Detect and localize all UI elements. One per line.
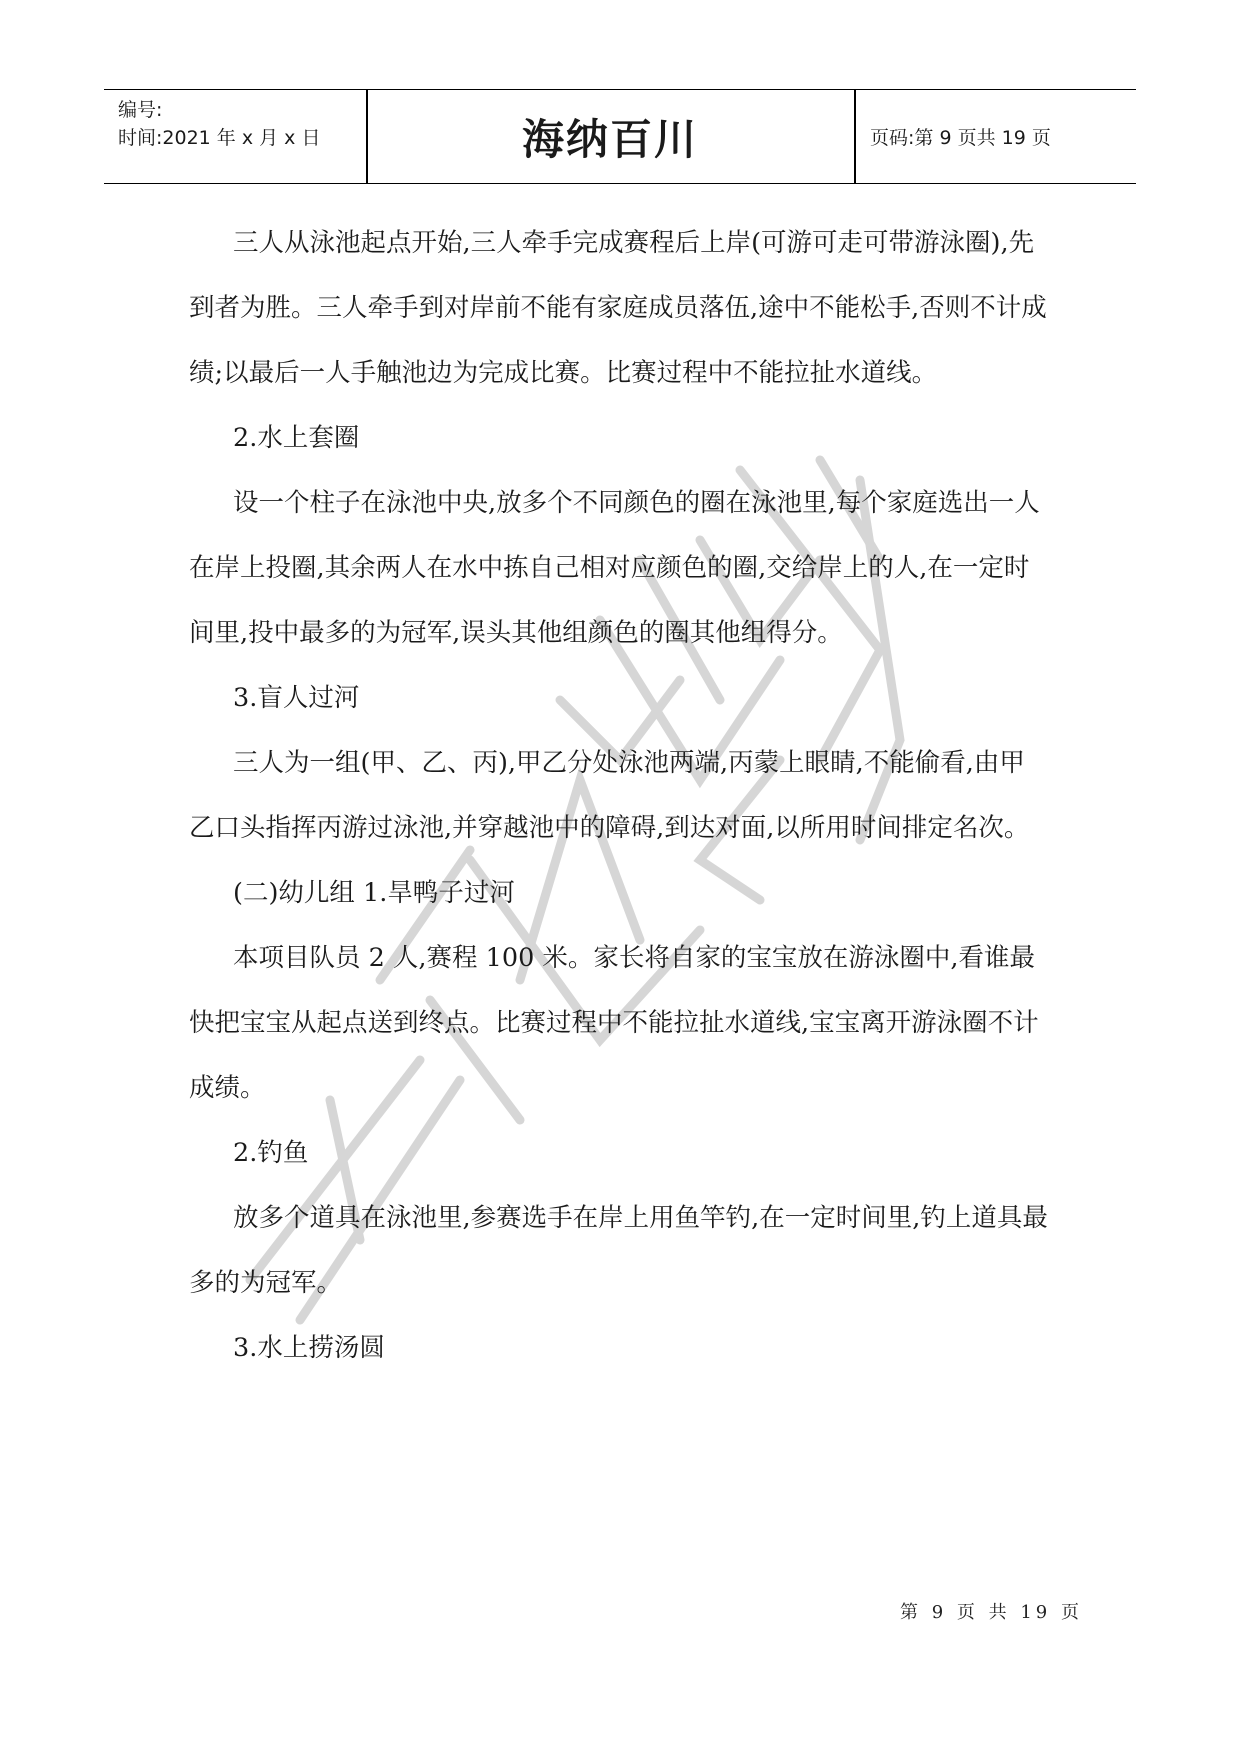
document-number-label: 编号: — [118, 99, 163, 121]
header-page-label: 页码:第 9 页共 19 页 — [870, 127, 1051, 149]
header-divider-right — [854, 90, 856, 183]
document-body — [189, 211, 1049, 1381]
paragraph: 放多个道具在泳池里,参赛选手在岸上用鱼竿钓,在一定时间里,钓上道具最多的为冠军。 — [189, 1203, 1048, 1298]
section-heading: 2.钓鱼 — [233, 1138, 309, 1168]
paragraph: 三人从泳池起点开始,三人牵手完成赛程后上岸(可游可走可带游泳圈),先到者为胜。三人牵手到对岸前不能有家庭成员落伍,途中不能松手,否则不计成绩;以最后一人手触池边为完成比赛。比赛过程中不能拉扯水道线。 — [189, 228, 1047, 388]
paragraph: 三人为一组(甲、乙、丙),甲乙分处泳池两端,丙蒙上眼睛,不能偷看,由甲乙口头指挥丙游过泳池,并穿越池中的障碍,到达对面,以所用时间排定名次。 — [189, 748, 1030, 843]
section-heading: (二)幼儿组 1.旱鸭子过河 — [233, 878, 515, 908]
paragraph: 设一个柱子在泳池中央,放多个不同颜色的圈在泳池里,每个家庭选出一人在岸上投圈,其余两人在水中拣自己相对应颜色的圈,交给岸上的人,在一定时间里,投中最多的为冠军,误头其他组颜色的圈其他组得分。 — [189, 488, 1040, 648]
document-header — [104, 89, 1136, 184]
document-time-label: 时间:2021 年 x 月 x 日 — [118, 127, 321, 149]
section-heading: 3.水上捞汤圆 — [233, 1333, 385, 1363]
paragraph: 本项目队员 2 人,赛程 100 米。家长将自家的宝宝放在游泳圈中,看谁最快把宝宝从起点送到终点。比赛过程中不能拉扯水道线,宝宝离开游泳圈不计成绩。 — [189, 943, 1039, 1103]
page-footer: 第 9 页 共 19 页 — [900, 1602, 1083, 1623]
section-heading: 3.盲人过河 — [233, 683, 360, 713]
header-title: 海纳百川 — [521, 114, 698, 164]
section-heading: 2.水上套圈 — [233, 423, 360, 453]
